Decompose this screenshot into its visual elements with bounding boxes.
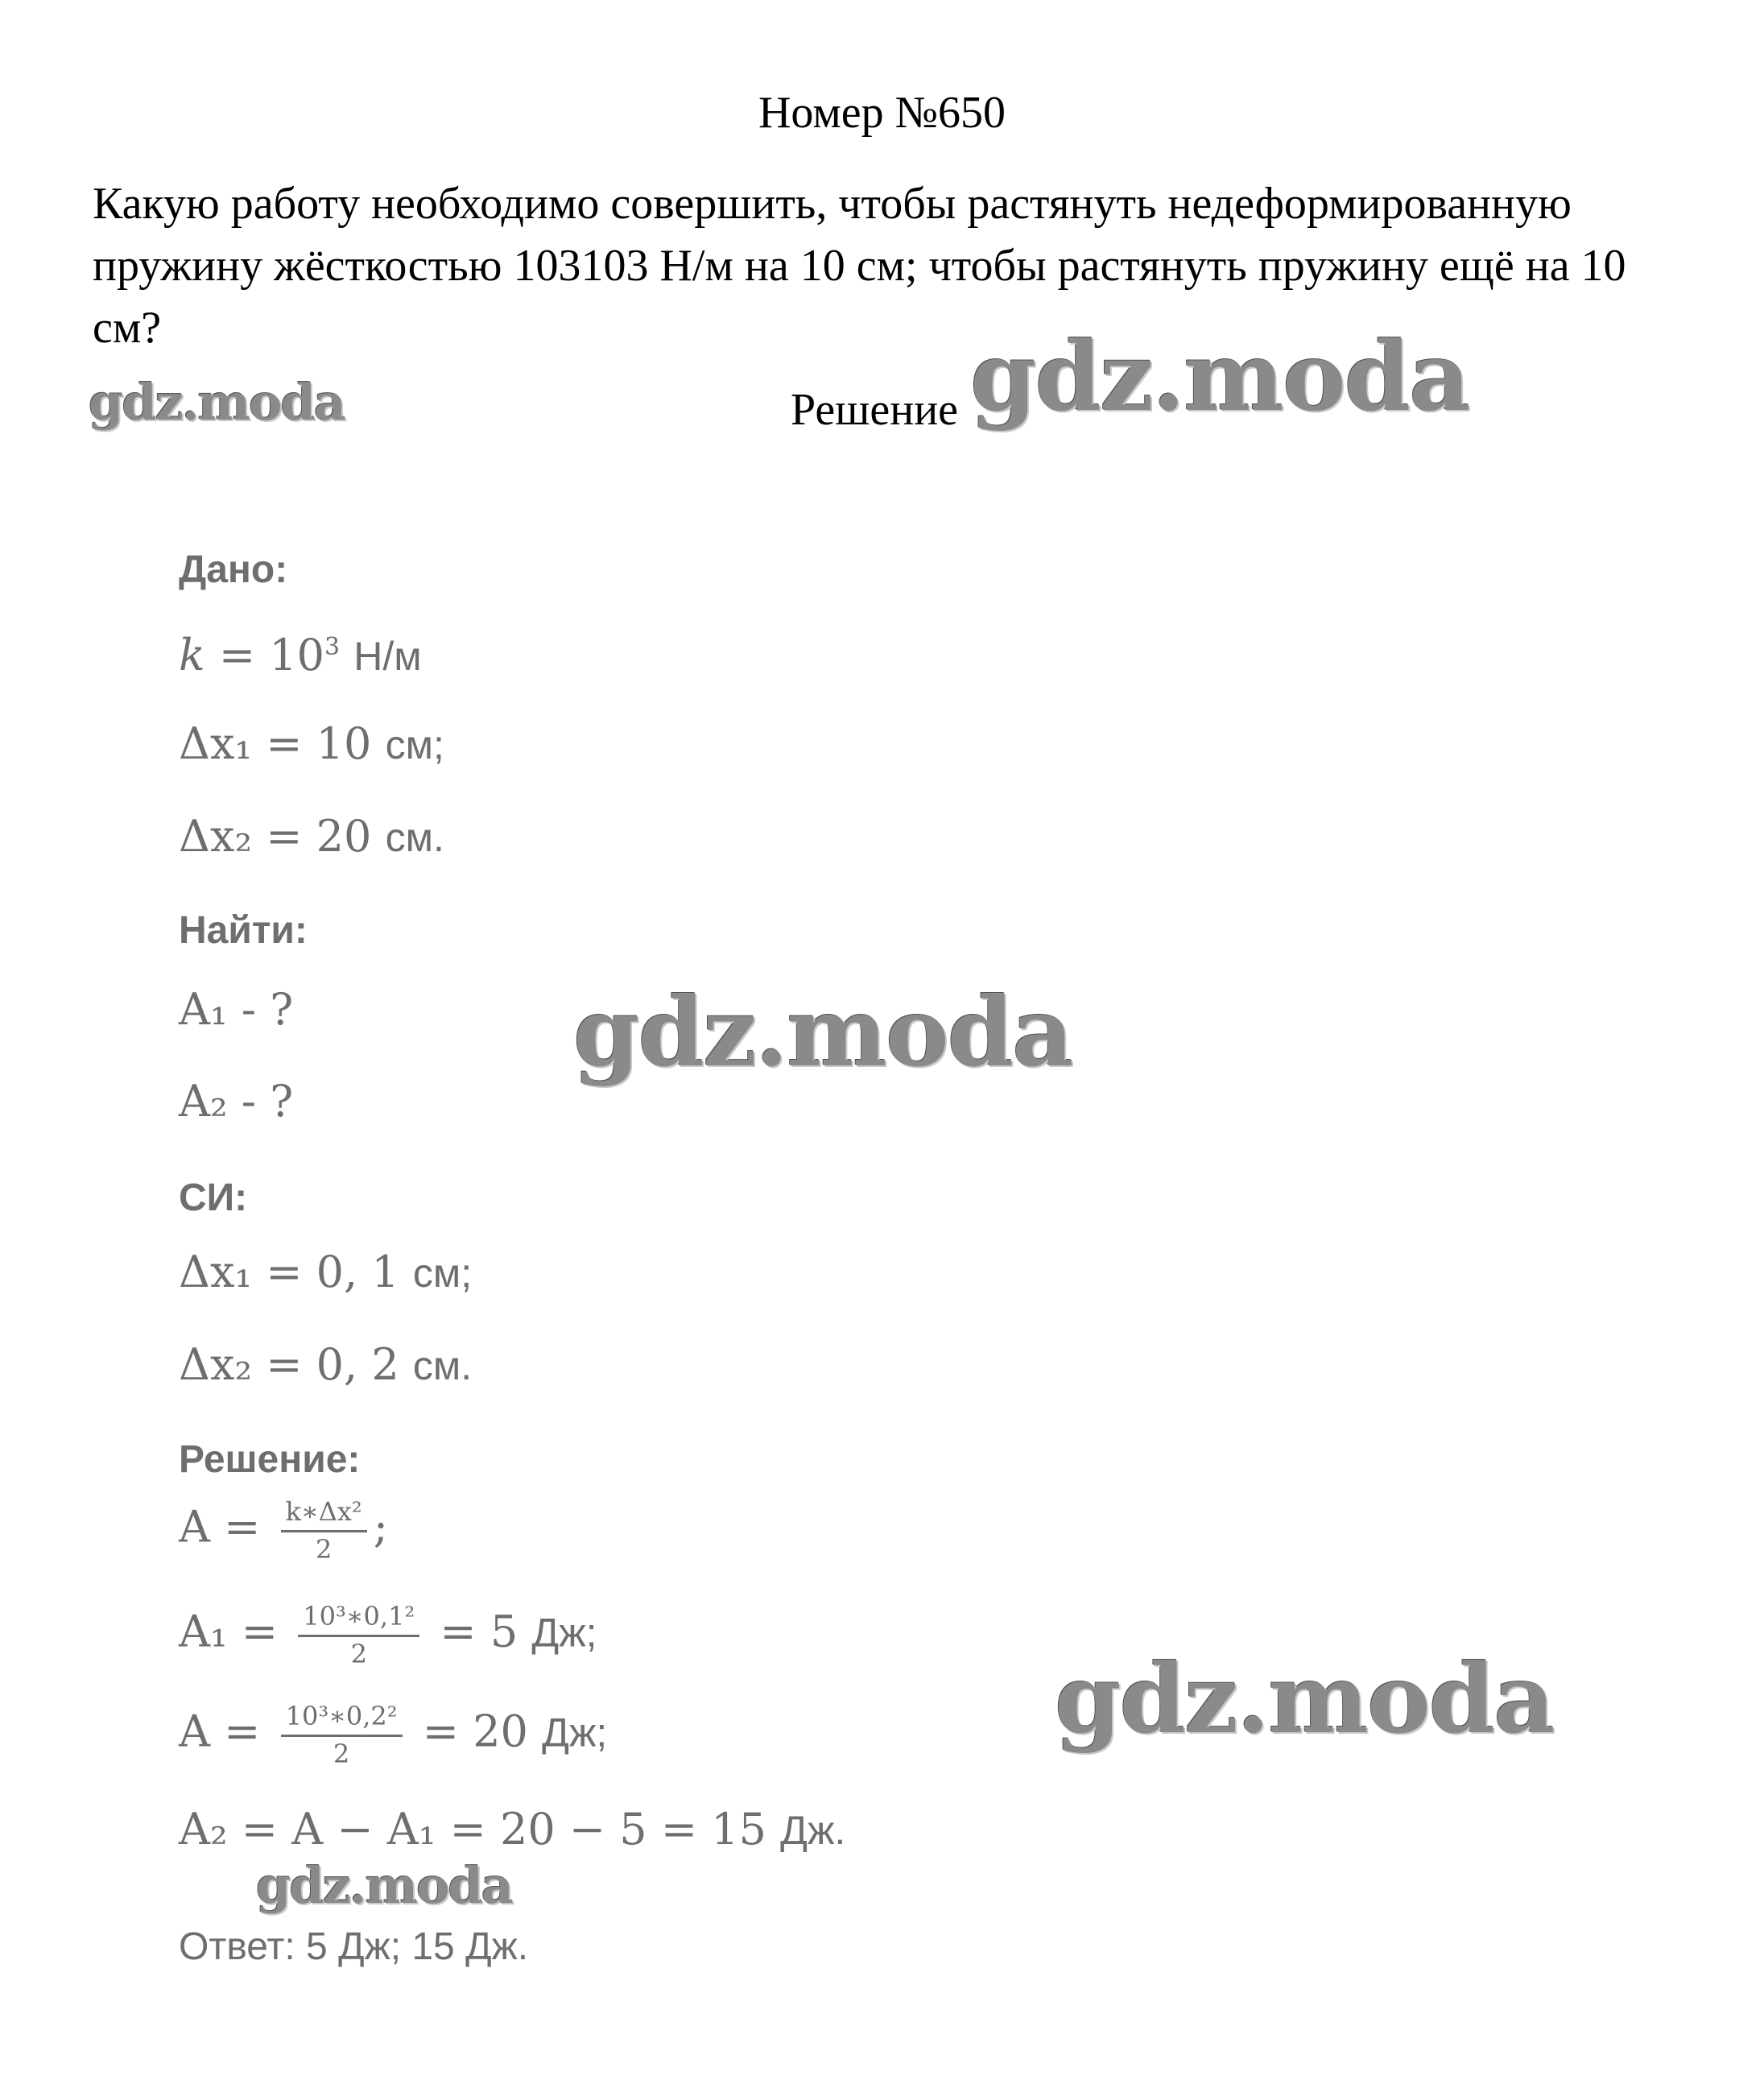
formula-a-total-unit: Дж; <box>542 1710 608 1756</box>
formula-work-fraction <box>281 1496 367 1565</box>
given-label: Дано: <box>179 548 288 591</box>
k-value: 10 <box>269 630 325 680</box>
formula-work-lhs: A = <box>179 1501 261 1553</box>
given-dx2 <box>179 811 444 862</box>
formula-work-tail: ; <box>373 1501 388 1553</box>
watermark: gdz.moda <box>970 320 1469 432</box>
formula-a1-rhs: = 5 <box>440 1606 518 1657</box>
formula-a1 <box>179 1601 597 1669</box>
si-dx1-expr: Δx₁ = 0, 1 <box>179 1247 399 1297</box>
given-dx1 <box>179 718 444 769</box>
given-dx2-expr: Δx₂ = 20 <box>179 811 372 862</box>
answer: Ответ: 5 Дж; 15 Дж. <box>179 1925 529 1968</box>
watermark: gdz.moda <box>89 373 345 432</box>
fraction-denominator: 2 <box>333 1739 350 1769</box>
si-label: СИ: <box>179 1177 248 1219</box>
find-a2: A₂ - ? <box>179 1076 294 1127</box>
formula-a1-unit: Дж; <box>531 1610 597 1656</box>
solution-heading: Решение <box>791 385 959 435</box>
watermark: gdz.moda <box>1055 1643 1554 1755</box>
k-symbol: k <box>179 630 205 680</box>
given-dx2-unit: см. <box>385 815 444 860</box>
si-dx2-expr: Δx₂ = 0, 2 <box>179 1339 399 1390</box>
formula-a2-unit: Дж. <box>780 1808 846 1853</box>
formula-a1-lhs: A₁ = <box>179 1606 279 1657</box>
given-k: $k = 10^3$ Н/м <box>179 630 422 680</box>
formula-work <box>179 1496 388 1565</box>
solution-label: Решение: <box>179 1438 361 1481</box>
si-dx2 <box>179 1339 472 1390</box>
given-dx1-unit: см; <box>385 722 444 767</box>
formula-a2-expr: A₂ = A − A₁ = 20 − 5 = 15 <box>179 1804 766 1855</box>
formula-a-total-rhs: = 20 <box>422 1706 528 1757</box>
formula-a2 <box>179 1804 845 1855</box>
page-title: Номер №650 <box>758 88 1006 138</box>
fraction-denominator: 2 <box>315 1534 333 1565</box>
find-a1: A₁ - ? <box>179 984 294 1035</box>
si-dx2-unit: см. <box>412 1343 473 1388</box>
problem-statement: Какую работу необходимо совершить, чтобы растянуть недеформированную пружину жёсткостью 103103 Н/м на 10 см; чтобы растянуть пружину ещё на 10 см? <box>93 179 1626 353</box>
find-label: Найти: <box>179 909 308 952</box>
k-exponent: 3 <box>324 633 341 661</box>
si-dx1-unit: см; <box>412 1251 473 1296</box>
formula-a-total <box>179 1701 607 1769</box>
given-dx1-expr: Δx₁ = 10 <box>179 718 372 769</box>
formula-a1-fraction <box>298 1601 419 1669</box>
watermark: gdz.moda <box>256 1856 512 1915</box>
fraction-numerator: 10³∗0,1² <box>298 1601 419 1637</box>
formula-a-total-fraction <box>281 1701 403 1769</box>
si-dx1 <box>179 1247 472 1297</box>
fraction-numerator: 10³∗0,2² <box>281 1701 403 1737</box>
k-unit: Н/м <box>353 634 422 679</box>
fraction-numerator: k∗Δx² <box>281 1496 367 1532</box>
watermark: gdz.moda <box>573 976 1072 1088</box>
fraction-denominator: 2 <box>350 1639 367 1669</box>
formula-a-total-lhs: A = <box>179 1706 261 1757</box>
